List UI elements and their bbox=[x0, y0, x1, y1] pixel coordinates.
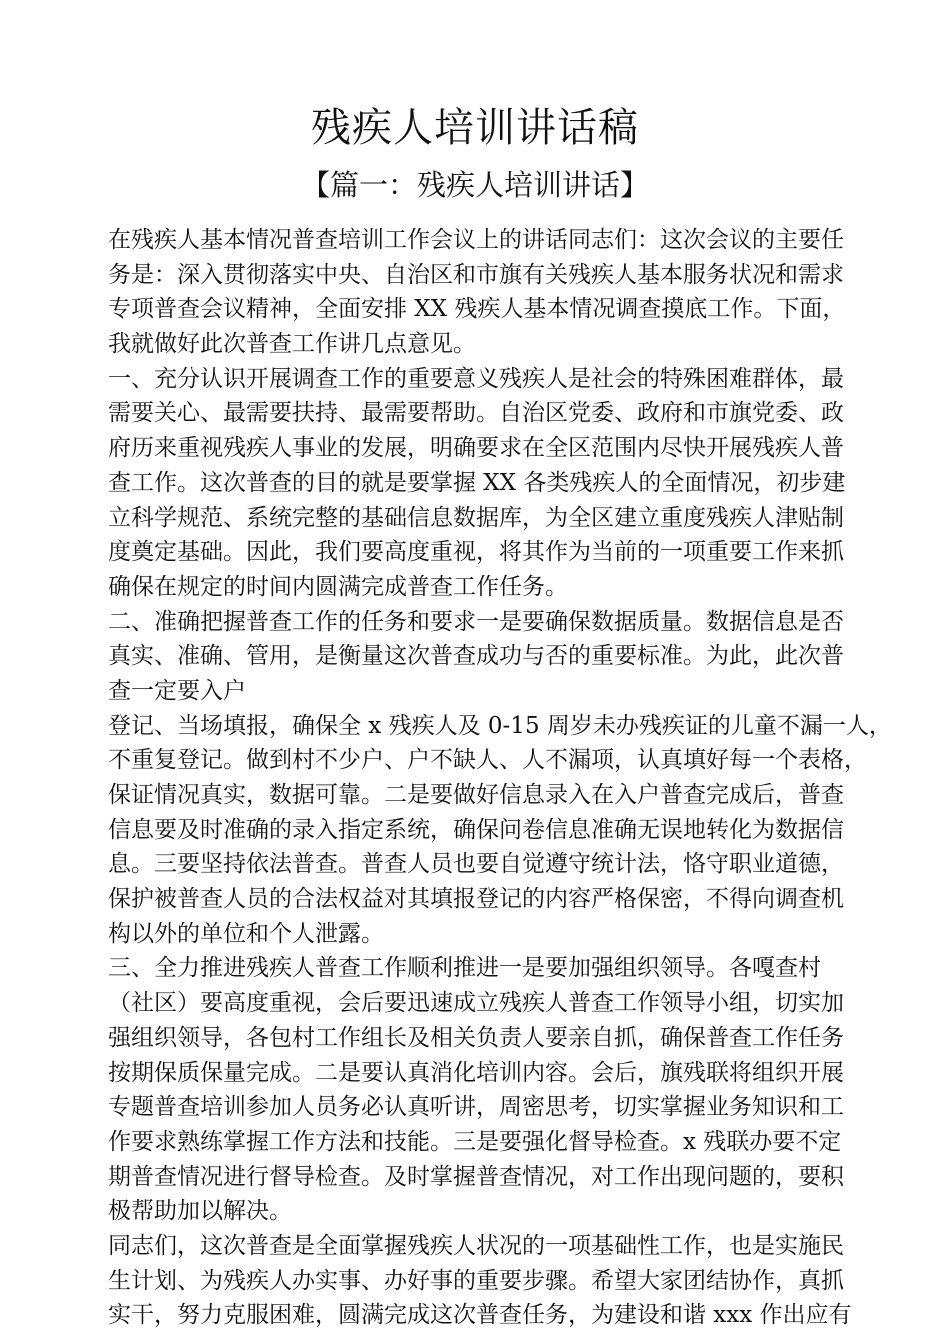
body-text-line: 我就做好此次普查工作讲几点意见。 bbox=[108, 331, 476, 358]
body-text-line: 确保在规定的时间内圆满完成普查工作任务。 bbox=[108, 573, 568, 600]
body-text-line: 极帮助加以解决。 bbox=[108, 1198, 292, 1225]
body-text-line: 在残疾人基本情况普查培训工作会议上的讲话同志们：这次会议的主要任 bbox=[108, 227, 844, 253]
body-text-line: 信息要及时准确的录入指定系统，确保问卷信息准确无误地转化为数据信 bbox=[108, 816, 844, 843]
body-text-line: （社区）要高度重视，会后要迅速成立残疾人普查工作领导小组，切实加 bbox=[108, 990, 844, 1017]
body-text-line: 三、全力推进残疾人普查工作顺利推进一是要加强组织领导。各嘎查村 bbox=[108, 955, 821, 982]
body-text-line: 查一定要入户 bbox=[108, 677, 246, 704]
body-text-line: 立科学规范、系统完整的基础信息数据库，为全区建立重度残疾人津贴制 bbox=[108, 504, 844, 531]
body-text-line: 作要求熟练掌握工作方法和技能。三是要强化督导检查。x 残联办要不定 bbox=[108, 1128, 842, 1155]
body-text-line: 一、充分认识开展调查工作的重要意义残疾人是社会的特殊困难群体，最 bbox=[108, 365, 844, 392]
body-text-line: 查工作。这次普查的目的就是要掌握 XX 各类残疾人的全面情况，初步建 bbox=[108, 469, 846, 496]
body-text-line: 期普查情况进行督导检查。及时掌握普查情况，对工作出现问题的，要积 bbox=[108, 1163, 844, 1190]
body-text-line: 登记、当场填报，确保全 x 残疾人及 0-15 周岁未办残疾证的儿童不漏一人， bbox=[108, 712, 892, 739]
body-text-line: 息。三要坚持依法普查。普查人员也要自觉遵守统计法，恪守职业道德， bbox=[108, 851, 844, 878]
body-text-line: 按期保质保量完成。二是要认真消化培训内容。会后，旗残联将组织开展 bbox=[108, 1059, 844, 1086]
document-title: 残疾人培训讲话稿 bbox=[311, 105, 639, 151]
body-text-line: 实干，努力克服困难，圆满完成这次普查任务，为建设和谐 xxx 作出应有 bbox=[108, 1302, 852, 1329]
document-subtitle: 【篇一：残疾人培训讲话】 bbox=[300, 168, 649, 202]
document-body bbox=[108, 223, 928, 1333]
body-text-line: 二、准确把握普查工作的任务和要求一是要确保数据质量。数据信息是否 bbox=[108, 608, 844, 635]
body-text-line: 度奠定基础。因此，我们要高度重视，将其作为当前的一项重要工作来抓 bbox=[108, 539, 844, 566]
body-text-line: 真实、准确、管用，是衡量这次普查成功与否的重要标准。为此，此次普 bbox=[108, 643, 844, 670]
body-text-line: 专项普查会议精神，全面安排 XX 残疾人基本情况调查摸底工作。下面， bbox=[108, 296, 846, 323]
body-text-line: 同志们，这次普查是全面掌握残疾人状况的一项基础性工作，也是实施民 bbox=[108, 1232, 844, 1259]
body-text-line: 生计划、为残疾人办实事、办好事的重要步骤。希望大家团结协作，真抓 bbox=[108, 1267, 844, 1294]
body-text-line: 府历来重视残疾人事业的发展，明确要求在全区范围内尽快开展残疾人普 bbox=[108, 435, 844, 462]
body-text-line: 专题普查培训参加人员务必认真听讲，周密思考，切实掌握业务知识和工 bbox=[108, 1094, 844, 1121]
body-text-line: 不重复登记。做到村不少户、户不缺人、人不漏项，认真填好每一个表格， bbox=[108, 747, 867, 774]
body-text-line: 保护被普查人员的合法权益对其填报登记的内容严格保密，不得向调查机 bbox=[108, 886, 844, 913]
body-text-line: 构以外的单位和个人泄露。 bbox=[108, 920, 384, 947]
body-text-line: 保证情况真实，数据可靠。二是要做好信息录入在入户普查完成后，普查 bbox=[108, 782, 844, 808]
body-text-line: 强组织领导，各包村工作组长及相关负责人要亲自抓，确保普查工作任务 bbox=[108, 1024, 844, 1051]
body-text-line: 务是：深入贯彻落实中央、自治区和市旗有关残疾人基本服务状况和需求 bbox=[108, 261, 844, 288]
body-text-line: 需要关心、最需要扶持、最需要帮助。自治区党委、政府和市旗党委、政 bbox=[108, 400, 844, 427]
